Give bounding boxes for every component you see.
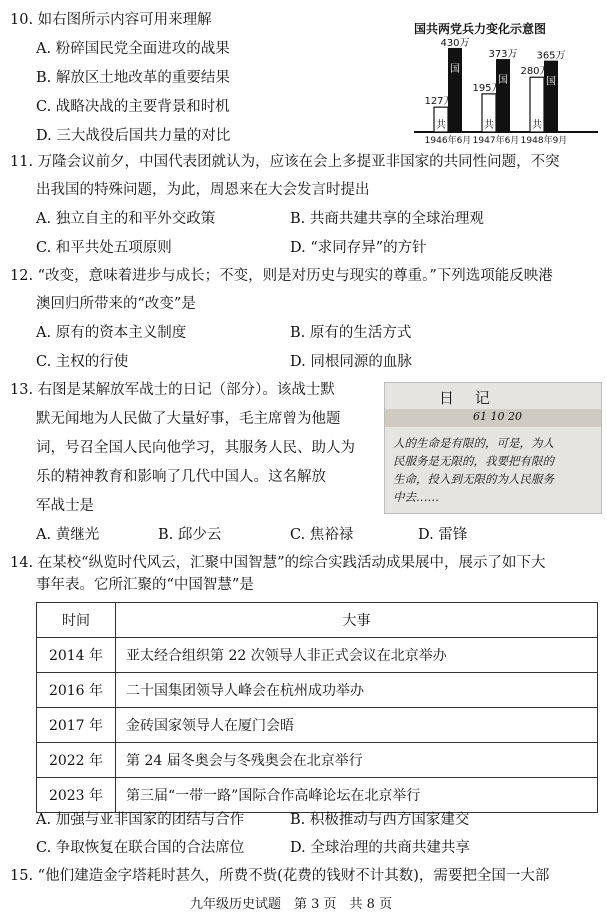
- diary-line-3: 生命，投入到无限的为人民服务: [393, 472, 554, 486]
- q13-option-b: B. 邱少云: [158, 527, 222, 543]
- q13-stem-line-5: 军战士是: [36, 498, 94, 514]
- chart-data-label-guo: 365万: [536, 50, 566, 62]
- events-table: [36, 602, 598, 813]
- q14-option-d: D. 全球治理的共商共建共享: [290, 840, 470, 856]
- q14-option-c: C. 争取恢复在联合国的合法席位: [36, 840, 245, 856]
- table-cell-event: 第三届“一带一路”国际合作高峰论坛在北京举行: [116, 778, 598, 813]
- q12-stem-line-1: 12. “改变，意味着进步与成长；不变，则是对历史与现实的尊重。”下列选项能反映港: [10, 268, 553, 284]
- q13-stem-line-3: 词，号召全国人民向他学习，其服务人民、助人为: [36, 440, 355, 456]
- q10-option-c: C. 战略决战的主要背景和时机: [36, 99, 230, 115]
- table-cell-year: 2023 年: [37, 778, 116, 813]
- q11-option-c: C. 和平共处五项原则: [36, 240, 172, 256]
- table-cell-event: 亚太经合组织第 22 次领导人非正式会议在北京举办: [116, 638, 598, 673]
- table-header-time: 时间: [37, 603, 116, 638]
- table-cell-event: 二十国集团领导人峰会在杭州成功举办: [116, 673, 598, 708]
- q12-option-c: C. 主权的行使: [36, 354, 129, 370]
- q14-stem-line-1: 14. 在某校“纵览时代风云，汇聚中国智慧”的综合实践活动成果展中，展示了如下大: [10, 555, 546, 571]
- diary-image: [384, 382, 602, 514]
- q15-stem: 15. “他们建造金字塔耗时甚久，所费不赀(花费的钱财不计其数)，需要把全国一大部: [10, 868, 550, 884]
- table-cell-event: 金砖国家领导人在厦门会晤: [116, 708, 598, 743]
- chart-tick-label: 1948年9月: [520, 136, 568, 146]
- q12-option-a: A. 原有的资本主义制度: [36, 325, 187, 341]
- chart-series-label-guo: 国: [498, 75, 508, 87]
- q13-stem-line-1: 13. 右图是某解放军战士的日记（部分）。该战士默: [10, 382, 335, 398]
- table-row: [37, 708, 598, 743]
- chart-bar-guo: [448, 48, 462, 132]
- q10-option-b: B. 解放区土地改革的重要结果: [36, 70, 230, 86]
- chart-series-label-gong: 共: [436, 120, 446, 131]
- q13-stem-line-2: 默无闻地为人民做了大量好事，毛主席曾为他题: [36, 411, 341, 427]
- diary-date: 61 10 20: [473, 410, 522, 423]
- diary-line-2: 民服务是无限的，我要把有限的: [393, 454, 554, 468]
- table-cell-year: 2017 年: [37, 708, 116, 743]
- q14-option-b: B. 积极推动与西方国家建交: [290, 812, 470, 828]
- q13-option-d: D. 雷锋: [418, 527, 468, 543]
- table-row: [37, 638, 598, 673]
- q13-option-a: A. 黄继光: [36, 527, 100, 543]
- chart-series-label-guo: 国: [450, 63, 460, 75]
- table-header-row: [37, 603, 598, 638]
- chart-data-label-guo: 430万: [440, 37, 470, 49]
- chart-title: 国共两党兵力变化示意图: [414, 22, 547, 36]
- q10-option-a: A. 粉碎国民党全面进攻的战果: [36, 41, 230, 57]
- q13-option-c: C. 焦裕禄: [290, 527, 354, 543]
- table-row: [37, 743, 598, 778]
- q11-option-d: D. “求同存异”的方针: [290, 240, 427, 256]
- chart-bar-guo: [496, 59, 510, 132]
- q11-stem-line-2: 出我国的特殊问题，为此，周恩来在大会发言时提出: [36, 182, 370, 198]
- diary-heading: 日 记: [439, 389, 498, 407]
- q11-option-a: A. 独立自主的和平外交政策: [36, 211, 216, 227]
- q10-option-d: D. 三大战役后国共力量的对比: [36, 128, 231, 144]
- q11-stem-line-1: 11. 万隆会议前夕，中国代表团就认为，应该在会上多提亚非国家的共同性问题，不突: [10, 154, 560, 170]
- table-cell-event: 第 24 届冬奥会与冬残奥会在北京举行: [116, 743, 598, 778]
- table-header-event: 大事: [116, 603, 598, 638]
- chart-series-label-gong: 共: [532, 120, 542, 131]
- troop-strength-chart: [412, 36, 602, 150]
- chart-data-label-guo: 373万: [488, 49, 518, 61]
- q14-stem-line-2: 事年表。它所汇聚的“中国智慧”是: [36, 577, 254, 593]
- q14-option-a: A. 加强与亚非国家的团结与合作: [36, 812, 245, 828]
- table-row: [37, 673, 598, 708]
- q12-option-b: B. 原有的生活方式: [290, 325, 412, 341]
- table-cell-year: 2014 年: [37, 638, 116, 673]
- table-cell-year: 2022 年: [37, 743, 116, 778]
- diary-line-1: 人的生命是有限的，可是，为人: [393, 436, 554, 450]
- table-cell-year: 2016 年: [37, 673, 116, 708]
- q12-option-d: D. 同根同源的血脉: [290, 354, 412, 370]
- q11-option-b: B. 共商共建共享的全球治理观: [290, 211, 484, 227]
- chart-data-label-gong: 280万: [520, 66, 550, 78]
- chart-series-label-gong: 共: [484, 120, 494, 131]
- chart-data-label-gong: 195万: [472, 82, 502, 94]
- chart-tick-label: 1947年6月: [472, 136, 520, 146]
- q10-stem: 10. 如右图所示内容可用来理解: [10, 12, 212, 28]
- chart-tick-label: 1946年6月: [424, 136, 472, 146]
- chart-data-label-gong: 127万: [424, 96, 454, 108]
- chart-series-label-guo: 国: [546, 76, 556, 88]
- q13-stem-line-4: 乐的精神教育和影响了几代中国人。这名解放: [36, 469, 326, 485]
- table-row: [37, 778, 598, 813]
- q12-stem-line-2: 澳回归所带来的“改变”是: [36, 296, 196, 312]
- diary-line-4: 中去……: [393, 490, 439, 504]
- page-footer: 九年级历史试题 第 3 页 共 8 页: [190, 897, 393, 912]
